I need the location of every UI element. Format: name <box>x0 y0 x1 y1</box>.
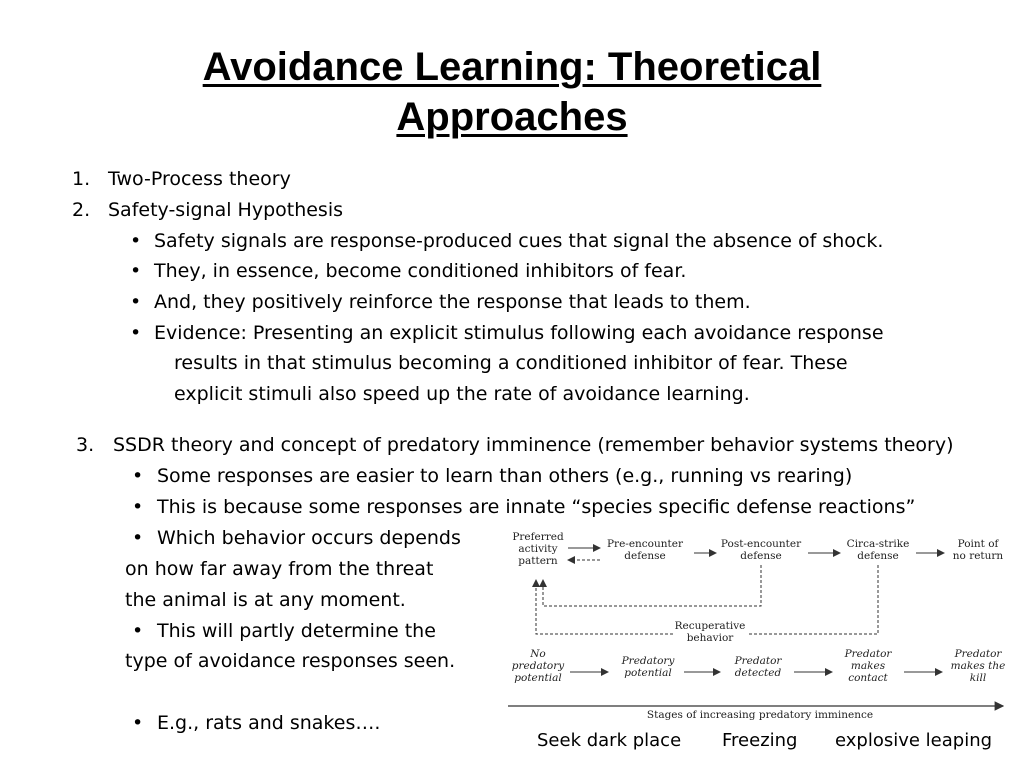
svg-text:Pre-encounterdefense <box>607 538 684 562</box>
list-number-2: 2. <box>72 199 91 221</box>
bullet-icon: • <box>132 712 144 734</box>
svg-text:Preferredactivitypattern <box>512 531 564 567</box>
bullet-icon: • <box>130 291 142 313</box>
ssdr-bullet-5: E.g., rats and snakes…. <box>157 712 381 734</box>
bullet-icon: • <box>132 527 144 549</box>
list-number-1: 1. <box>72 168 91 190</box>
bullet-icon: • <box>130 230 142 252</box>
preferred-label-1: Preferred <box>512 531 564 543</box>
list-item-safety-signal: Safety-signal Hypothesis <box>108 199 344 221</box>
axis-label: Stages of increasing predatory imminence <box>646 709 874 721</box>
svg-text:Recuperativebehavior <box>675 620 746 644</box>
predator-detected-label-1: Predator <box>734 655 782 667</box>
title-line-2: Approaches <box>396 95 628 139</box>
svg-text:Point ofno return <box>953 538 1004 562</box>
safety-bullet-1: Safety signals are response-produced cues that signal the absence of shock. <box>154 230 884 252</box>
point-of-return-label-1: Point of <box>957 538 999 550</box>
bullet-icon: • <box>132 496 144 518</box>
svg-text:Predatordetected <box>734 655 783 679</box>
caption-explosive-leaping: explosive leaping <box>835 730 993 751</box>
ssdr-bullet-4: This will partly determine the <box>157 620 436 642</box>
safety-bullet-4-cont-1: results in that stimulus becoming a conditioned inhibitor of fear. These <box>174 352 848 374</box>
point-of-return-label-2: no return <box>952 550 1004 562</box>
predator-contact-label-2: makes <box>850 660 886 672</box>
svg-text:Predatormakescontact <box>844 648 893 684</box>
svg-text:Predatorypotential <box>621 655 676 679</box>
bullet-icon: • <box>132 465 144 487</box>
svg-text:Post-encounterdefense <box>721 538 802 562</box>
predator-kill-label-3: kill <box>969 672 987 684</box>
ssdr-bullet-2: This is because some responses are innate “species specific defense reactions” <box>157 496 916 518</box>
predator-detected-label-2: detected <box>734 667 782 679</box>
caption-seek-dark-place: Seek dark place <box>537 730 682 751</box>
bullet-icon: • <box>130 322 142 344</box>
bullet-icon: • <box>132 620 144 642</box>
predator-kill-label-1: Predator <box>954 648 1002 660</box>
list-item-two-process: Two-Process theory <box>108 168 291 190</box>
circa-strike-label-2: defense <box>857 550 899 562</box>
recuperative-label-1: Recuperative <box>674 620 746 632</box>
title-line-1: Avoidance Learning: Theoretical <box>202 45 822 89</box>
svg-text:Nopredatorypotential <box>512 648 565 684</box>
ssdr-bullet-3: Which behavior occurs depends <box>157 527 461 549</box>
circa-strike-label-1: Circa-strike <box>846 538 910 550</box>
predator-contact-label-1: Predator <box>844 648 892 660</box>
predatory-imminence-diagram <box>498 520 1018 730</box>
no-predatory-label-3: potential <box>514 672 562 684</box>
pre-encounter-label-1: Pre-encounter <box>606 538 684 550</box>
slide-title <box>0 42 1024 142</box>
predator-contact-label-3: contact <box>848 672 888 684</box>
safety-bullet-4-cont-2: explicit stimuli also speed up the rate of avoidance learning. <box>174 383 750 405</box>
caption-freezing: Freezing <box>722 730 798 751</box>
recuperative-loop-inner <box>543 565 761 606</box>
preferred-label-3: pattern <box>518 555 558 567</box>
no-predatory-label-2: predatory <box>511 660 565 672</box>
safety-bullet-4: Evidence: Presenting an explicit stimulus following each avoidance response <box>154 322 884 344</box>
post-encounter-label-2: defense <box>740 550 782 562</box>
list-item-ssdr: SSDR theory and concept of predatory imminence (remember behavior systems theory) <box>113 434 954 456</box>
pre-encounter-label-2: defense <box>624 550 666 562</box>
no-predatory-label-1: No <box>530 648 546 660</box>
recuperative-label-2: behavior <box>686 632 734 644</box>
predatory-potential-label-2: potential <box>624 667 672 679</box>
safety-bullet-2: They, in essence, become conditioned inhibitors of fear. <box>154 260 687 282</box>
post-encounter-label-1: Post-encounter <box>720 538 802 550</box>
ssdr-bullet-3-cont-1: on how far away from the threat <box>125 558 434 580</box>
svg-text:Circa-strikedefense <box>847 538 910 562</box>
ssdr-bullet-4-cont-1: type of avoidance responses seen. <box>125 650 456 672</box>
svg-text:Predatormakes thekill <box>951 648 1006 684</box>
bullet-icon: • <box>130 260 142 282</box>
list-number-3: 3. <box>76 434 95 456</box>
predatory-potential-label-1: Predatory <box>621 655 675 667</box>
ssdr-bullet-1: Some responses are easier to learn than others (e.g., running vs rearing) <box>157 465 853 487</box>
preferred-label-2: activity <box>518 543 558 555</box>
predator-kill-label-2: makes the <box>950 660 1006 672</box>
ssdr-bullet-3-cont-2: the animal is at any moment. <box>125 589 406 611</box>
safety-bullet-3: And, they positively reinforce the response that leads to them. <box>154 291 751 313</box>
